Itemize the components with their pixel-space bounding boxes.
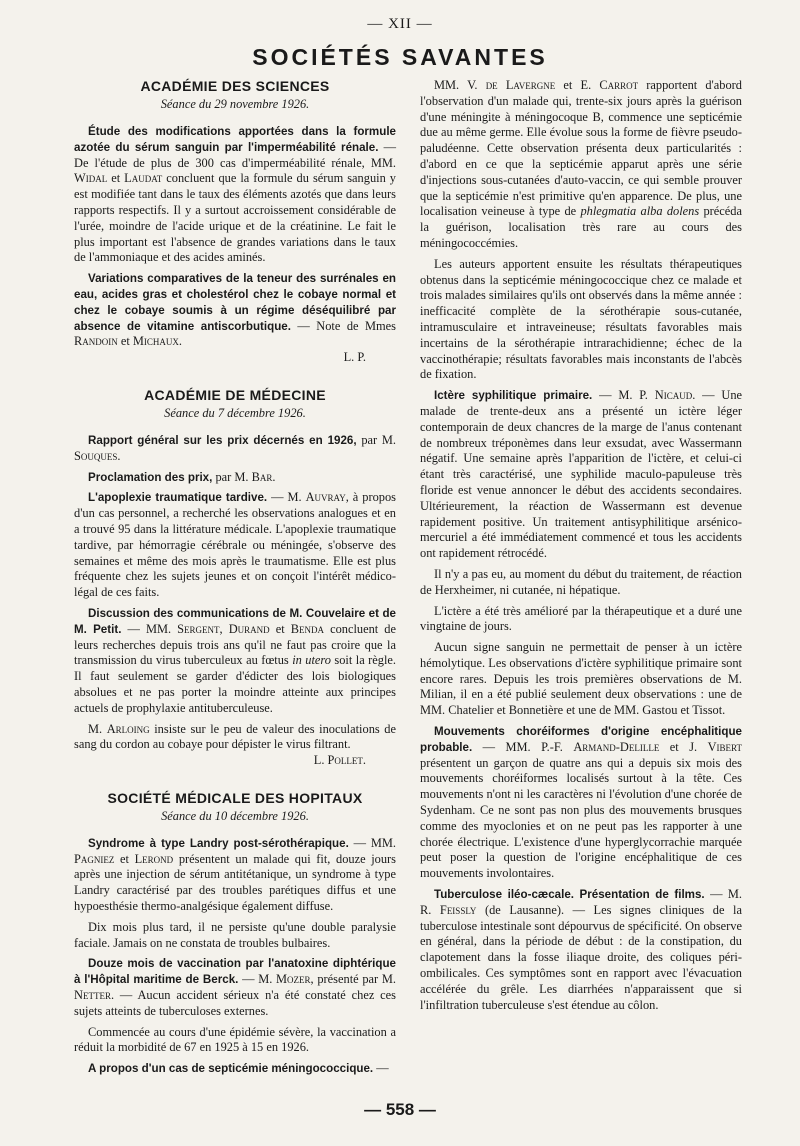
section-title-societe-medicale: SOCIÉTÉ MÉDICALE DES HOPITAUX bbox=[107, 789, 363, 806]
section-date: Séance du 29 novembre 1926. bbox=[160, 97, 310, 111]
author-name: Vibert bbox=[707, 739, 742, 754]
article-paragraph bbox=[74, 433, 396, 465]
right-column bbox=[420, 78, 742, 1018]
author-name: Mozer bbox=[276, 972, 311, 987]
author-name: de Lavergne bbox=[485, 78, 556, 92]
signature: L. Pollet. bbox=[313, 753, 366, 768]
article-heading: Discussion des communications de M. Couvelaire et de M. Petit. bbox=[74, 606, 396, 636]
text: présentent un malade qui fit, douze jours après une injection de sérum antitétanique, un syndrome à type Landry caractérisé par des troubles parétiques diffus et une hypoesthésie thermo-analgésique également diffuse. bbox=[74, 851, 397, 914]
text: — De l'étude de plus de 300 cas d'imperméabilité rénale, MM. bbox=[74, 139, 396, 170]
text: — Note de Mmes bbox=[290, 318, 396, 333]
text: — M. P. bbox=[592, 388, 655, 403]
text: concluent que la formule du sérum sanguin y est modifiée tant dans le taux des éléments azotés que dans leurs rapports respectifs. Il y a surtout accroissement considérable de l'urée, moindre de l'acide urique et de la créatinine. Le fait le plus important est l'absence de grandes variations dans le taux de l'ammoniaque et des acides aminés. bbox=[74, 171, 396, 265]
author-name: Benda bbox=[290, 621, 324, 636]
article-paragraph bbox=[74, 490, 396, 601]
text: (de Lausanne). — Les signes cliniques de la tuberculose intestinale sont dépourvus de spécificité. On observe en général, dans la période de début : de la constipation, du clapotement dans la fosse iliaque droite, des coliques péri-ombilicales. Ces symptômes sont en rapport avec l'évacuation accélérée du grêle. Les diarrhées n'apparaissent que si l'infiltration tuberculeuse s'est étendue au côlon. bbox=[420, 902, 742, 1012]
article-heading: L'apoplexie traumatique tardive. bbox=[88, 491, 268, 505]
article-paragraph bbox=[74, 606, 396, 717]
author-name: Netter bbox=[74, 988, 111, 1003]
author-name: Bar bbox=[251, 469, 273, 484]
text: , présenté par M. bbox=[310, 972, 397, 987]
text: — MM. P.-F. bbox=[472, 739, 574, 754]
author-name: Armand-Delille bbox=[573, 739, 660, 754]
page-number: — 558 — bbox=[364, 1100, 436, 1119]
article-paragraph bbox=[74, 470, 396, 486]
author-name: Randoin bbox=[74, 334, 118, 349]
text: soit la règle. Il faut seulement se garder d'édicter des lois biologiques absolues et ne pas porter la moindre atteinte aux principes actuels de prophylaxie antituberculeuse. bbox=[74, 653, 396, 715]
article-heading: Syndrome à type Landry post-sérothérapique. bbox=[88, 836, 349, 850]
text: M. bbox=[88, 721, 107, 736]
author-name: Michaux bbox=[132, 334, 179, 349]
text: . bbox=[117, 448, 121, 463]
page-number-roman: — XII — bbox=[367, 16, 433, 32]
text: — M. bbox=[267, 490, 306, 505]
text: et bbox=[107, 171, 125, 186]
author-name: Durand bbox=[228, 621, 270, 636]
text: et bbox=[269, 621, 291, 636]
article-paragraph bbox=[74, 271, 396, 366]
signature: L. P. bbox=[343, 350, 366, 365]
text: . — Aucun accident sérieux n'a été constaté chez ces sujets atteints de tuberculoses externes. bbox=[74, 988, 396, 1018]
article-paragraph bbox=[420, 887, 742, 1013]
article-paragraph: Dix mois plus tard, il ne persiste qu'une double paralysie faciale. Jamais on ne constata de troubles bulbaires. bbox=[74, 919, 396, 950]
text: et J. bbox=[659, 739, 708, 754]
section-date: Séance du 7 décembre 1926. bbox=[164, 405, 306, 420]
article-paragraph bbox=[74, 722, 396, 769]
article-heading: Mouvements choréiformes d'origine encéphalitique probable. bbox=[420, 725, 742, 754]
text: . bbox=[178, 334, 183, 349]
text: — bbox=[373, 1061, 389, 1076]
article-heading: A propos d'un cas de septicémie méningococcique. bbox=[88, 1062, 374, 1076]
author-name: Feissly bbox=[439, 902, 477, 917]
article-paragraph: Il n'y a pas eu, au moment du début du traitement, de réaction de Herxheimer, ni cutanée, ni hépatique. bbox=[420, 566, 742, 597]
text: . bbox=[272, 469, 276, 484]
author-name: Arloing bbox=[106, 721, 150, 736]
text: , à propos d'un cas personnel, a recherché les observations analogues et en a trouvé 95 dans la littérature médicale. L'apoplexie traumatique tardive, par hémorragie cérébrale ou méningée, s'observe des semaines et même des mois après le traumatisme. Elle est plus fréquente chez les sujets jeunes et on conçoit l'intérêt médico-légal de ces faits. bbox=[74, 490, 396, 600]
author-name: Pagniez bbox=[74, 851, 115, 866]
text: , bbox=[219, 621, 229, 636]
article-heading: Variations comparatives de la teneur des surrénales en eau, acides gras et cholestérol chez le cobaye normal et chez le cobaye soumis à un régime déséquilibré par absence de vitamine antiscorbutique. bbox=[74, 272, 396, 333]
article-paragraph bbox=[420, 78, 742, 252]
text: précéda la guérison, localisation très rare au cours des méningococcémies. bbox=[420, 204, 742, 250]
article-heading: Ictère syphilitique primaire. bbox=[434, 389, 593, 403]
author-name: Souques bbox=[74, 448, 118, 463]
article-heading: Étude des modifications apportées dans la formule azotée du sérum sanguin par l'imperméabilité rénale. bbox=[74, 125, 396, 154]
text: et bbox=[117, 334, 133, 349]
text: — MM. bbox=[121, 621, 178, 636]
article-heading: Douze mois de vaccination par l'anatoxine diphtérique à l'Hôpital maritime de Berck. bbox=[74, 957, 396, 987]
article-heading: Rapport général sur les prix décernés en 1926, bbox=[88, 433, 357, 447]
article-paragraph bbox=[74, 124, 396, 266]
page-title: SOCIÉTÉS SAVANTES bbox=[252, 44, 548, 70]
text: — M. R. bbox=[420, 887, 742, 917]
left-column bbox=[74, 78, 396, 1082]
text: par M. bbox=[212, 469, 252, 484]
text: — M. bbox=[238, 972, 277, 987]
text: et bbox=[114, 851, 135, 866]
article-paragraph: Aucun signe sanguin ne permettait de penser à un ictère hémolytique. Les observations d'ictère syphilitique primaire sont encore rares. Depuis les trois premières observations de M. Milian, il en a été publié seulement deux observations : une de MM. Chatelier et Bonnetière et une de MM. Gastou et Tissot. bbox=[420, 640, 742, 718]
article-paragraph bbox=[420, 388, 742, 562]
section-title-academie-medecine: ACADÉMIE DE MÉDECINE bbox=[144, 386, 326, 403]
author-name: Laudat bbox=[124, 171, 163, 186]
italic-term: in utero bbox=[292, 653, 331, 668]
article-heading: Tuberculose iléo-cæcale. Présentation de films. bbox=[434, 888, 705, 902]
text: — MM. bbox=[348, 835, 396, 850]
article-paragraph bbox=[420, 724, 742, 882]
italic-term: phlegmatia alba dolens bbox=[580, 204, 700, 219]
text: présentent un garçon de quatre ans qui a depuis six mois des mouvements choréiformes localisés surtout à la tête. Ces mouvements n'ont ni les caractères ni l'évolution d'une chorée de Sydenham. Ce ne sont pas non plus des mouvements brusques comme des myoclonies et on ne peut pas les rapporter à une chorée électrique. L'existence d'une hyperglycorrachie marquée peut poser la question de l'origine encéphalitique de ces mouvements involontaires. bbox=[420, 755, 742, 881]
text: et E. bbox=[555, 78, 600, 92]
article-paragraph bbox=[74, 1061, 396, 1077]
article-paragraph bbox=[74, 956, 396, 1019]
article-paragraph bbox=[74, 836, 396, 915]
author-name: Lerond bbox=[134, 851, 174, 866]
section-date: Séance du 10 décembre 1926. bbox=[161, 808, 309, 823]
text: concluent de leurs recherches depuis trois ans qu'il ne faut pas croire que la transmission du virus tuberculeux au fœtus bbox=[74, 621, 396, 668]
author-name: Sergent bbox=[177, 621, 220, 636]
author-name: Widal bbox=[74, 171, 108, 186]
text: . — Une malade de trente-deux ans a présenté un ictère léger contemporain de deux chancres de la marge de l'anus contenant de nombreux tréponèmes dans leur exsudat, avec Wassermann négatif. Une semaine après l'apparition de l'ictère, et celui-ci étant très caractérisé, une syphilide maculo-papuleuse très floride est venue annoncer le début des accidents secondaires. Ultérieurement, la réaction de Wassermann est devenue rapidement positive. Un traitement antisyphilitique arsénico-mercuriel a été immédiatement commencé et tous les accidents ont rapidement rétrocédé. bbox=[420, 388, 743, 561]
article-paragraph: L'ictère a été très amélioré par la thérapeutique et a duré une vingtaine de jours. bbox=[420, 603, 742, 634]
article-heading: Proclamation des prix, bbox=[88, 470, 213, 484]
author-name: Carrot bbox=[599, 78, 639, 92]
author-name: Nicaud bbox=[654, 388, 693, 403]
section-title-academie-sciences: ACADÉMIE DES SCIENCES bbox=[140, 78, 330, 94]
article-paragraph: Commencée au cours d'une épidémie sévère, la vaccination a réduit la morbidité de 67 en 1925 à 15 en 1926. bbox=[74, 1024, 396, 1055]
text: rapportent d'abord l'observation d'un malade qui, trente-six jours après la guérison d'une méningite à méningocoque B, commence une septicémie due au même germe. Elle évolue sous la forme de fièvre pseudo-paludéenne. Cette observation présenta deux particularités : d'abord en ce que la septicémie apparut après une série d'injections sous-cutanées d'auto-vaccin, ce qui semble prouver que la septicémie n'est primitive qu'en apparence. De plus, une localisation veineuse à type de bbox=[420, 78, 742, 219]
text: par M. bbox=[356, 432, 397, 447]
text: MM. V. bbox=[434, 78, 486, 92]
text: insiste sur le peu de valeur des inoculations de sang du cordon au cobaye pour dépister le virus filtrant. bbox=[74, 721, 396, 752]
article-paragraph: Les auteurs apportent ensuite les résultats thérapeutiques obtenus dans la septicémie méningococcique chez ce malade et trois malades similaires qu'ils ont observés dans la même année : inefficacité complète de la sérothérapie sous-cutanée, intramusculaire et intraveineuse; résultats favorables mais incertains de la sérothérapie intrarachidienne; échec de la vaccinothérapie; résultats favorables mais inconstants de l'abcès de fixation. bbox=[420, 256, 742, 382]
author-name: Auvray bbox=[305, 490, 346, 505]
